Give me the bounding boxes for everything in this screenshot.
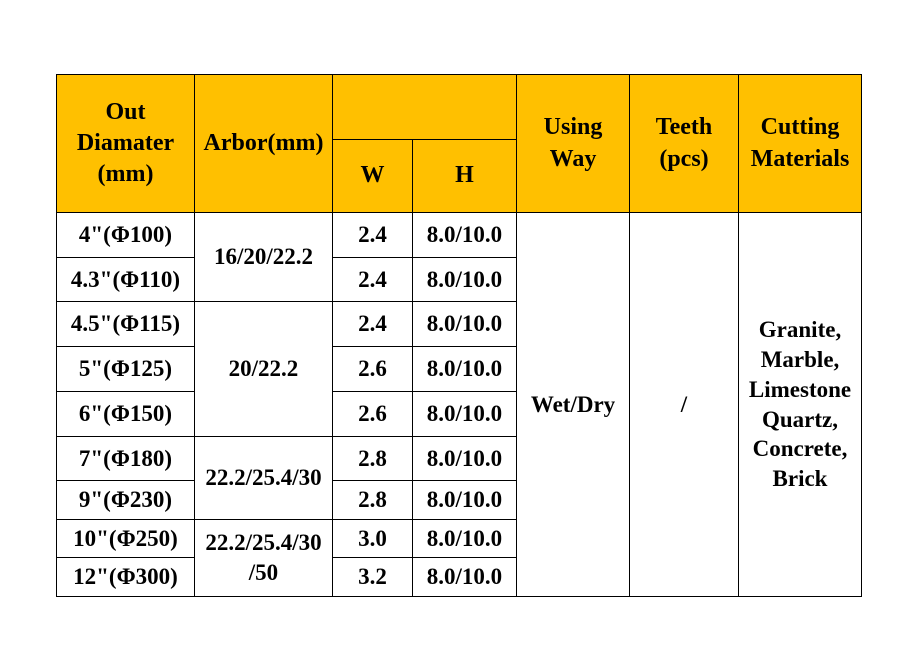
using-way-cell: Wet/Dry [517, 213, 630, 597]
header-teeth [630, 75, 739, 213]
material-item: Concrete, [752, 436, 848, 462]
header-teeth-line1: Teeth [655, 114, 713, 141]
w-cell: 2.6 [333, 391, 413, 436]
out-diameter-cell: 6"(Φ150) [57, 391, 195, 436]
header-out-diameter-line2: Diamater [76, 129, 175, 156]
w-cell: 2.8 [333, 436, 413, 481]
header-out-diameter [57, 75, 195, 213]
header-dimensions-group [333, 75, 517, 140]
material-item: Brick [772, 466, 828, 492]
w-cell: 2.6 [333, 347, 413, 392]
header-arbor: Arbor(mm) [195, 75, 333, 213]
h-cell: 8.0/10.0 [413, 257, 517, 302]
header-using-way [517, 75, 630, 213]
material-item: Marble, [760, 346, 840, 372]
w-cell: 2.4 [333, 213, 413, 258]
h-cell: 8.0/10.0 [413, 347, 517, 392]
header-cutting-materials-line2: Materials [750, 145, 850, 172]
out-diameter-cell: 12"(Φ300) [57, 558, 195, 597]
w-cell: 3.2 [333, 558, 413, 597]
header-using-way-line1: Using [543, 114, 603, 141]
out-diameter-cell: 9"(Φ230) [57, 481, 195, 520]
header-teeth-line2: (pcs) [659, 145, 709, 172]
h-cell: 8.0/10.0 [413, 519, 517, 558]
h-cell: 8.0/10.0 [413, 481, 517, 520]
cutting-materials-cell [739, 213, 862, 597]
arbor-cell [195, 519, 333, 596]
h-cell: 8.0/10.0 [413, 302, 517, 347]
header-cutting-materials-line1: Cutting [760, 114, 840, 141]
arbor-cell: 22.2/25.4/30 [195, 436, 333, 519]
w-cell: 2.8 [333, 481, 413, 520]
material-item: Quartz, [761, 406, 838, 432]
spec-table [56, 74, 862, 597]
header-cutting-materials [739, 75, 862, 213]
w-cell: 2.4 [333, 302, 413, 347]
w-cell: 2.4 [333, 257, 413, 302]
h-cell: 8.0/10.0 [413, 391, 517, 436]
h-cell: 8.0/10.0 [413, 558, 517, 597]
out-diameter-cell: 5"(Φ125) [57, 347, 195, 392]
header-using-way-line2: Way [549, 145, 597, 172]
header-out-diameter-line1: Out [105, 98, 146, 125]
header-out-diameter-line3: (mm) [97, 161, 154, 188]
out-diameter-cell: 4.5"(Φ115) [57, 302, 195, 347]
out-diameter-cell: 4"(Φ100) [57, 213, 195, 258]
material-item: Limestone [748, 376, 852, 402]
h-cell: 8.0/10.0 [413, 436, 517, 481]
header-h: H [413, 140, 517, 213]
arbor-line: 22.2/25.4/30 [205, 530, 322, 556]
arbor-cell: 20/22.2 [195, 302, 333, 436]
out-diameter-cell: 7"(Φ180) [57, 436, 195, 481]
material-item: Granite, [758, 316, 842, 342]
out-diameter-cell: 4.3"(Φ110) [57, 257, 195, 302]
out-diameter-cell: 10"(Φ250) [57, 519, 195, 558]
arbor-cell: 16/20/22.2 [195, 213, 333, 302]
w-cell: 3.0 [333, 519, 413, 558]
arbor-line: /50 [248, 559, 279, 585]
teeth-cell: / [630, 213, 739, 597]
h-cell: 8.0/10.0 [413, 213, 517, 258]
header-w: W [333, 140, 413, 213]
